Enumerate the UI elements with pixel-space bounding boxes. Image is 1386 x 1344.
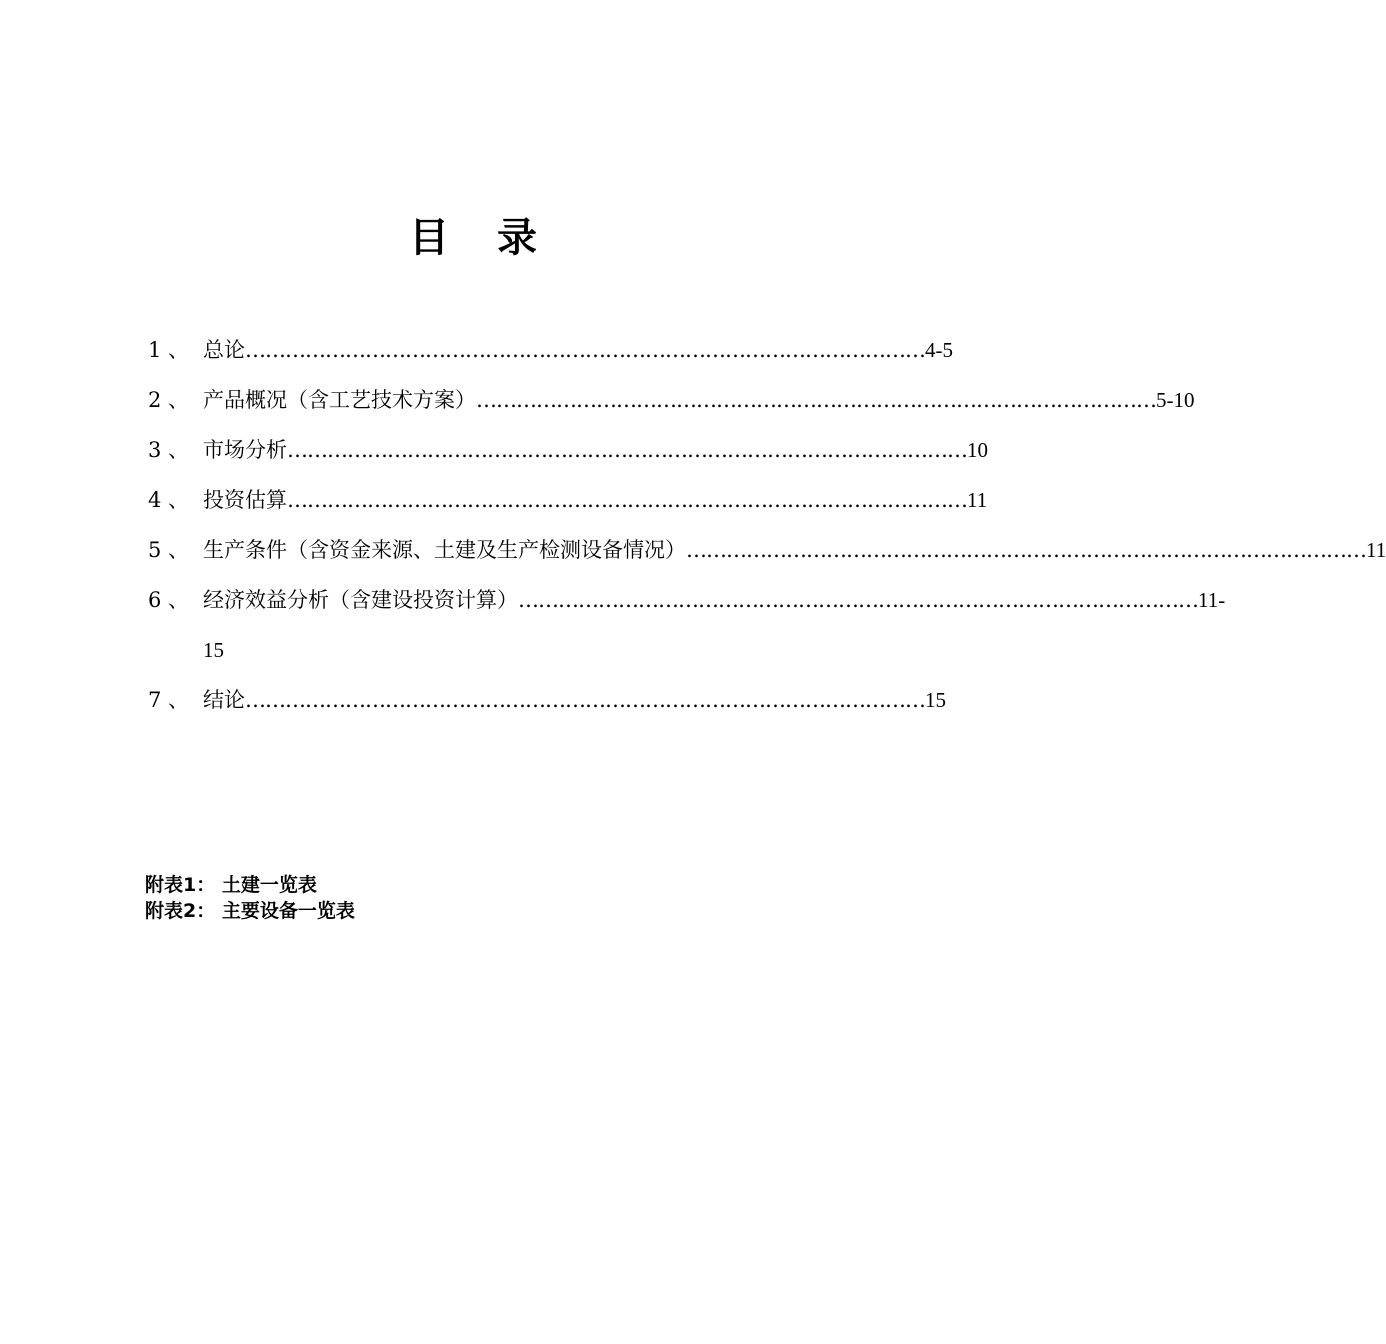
toc-item-1 xyxy=(148,325,953,375)
toc-page-number: 10 xyxy=(967,438,988,462)
table-of-contents xyxy=(148,325,1386,725)
toc-leader-dots: ………………………………………………………………………………………… xyxy=(686,538,1366,562)
toc-leader-dots: ………………………………………………………………………………………… xyxy=(245,338,925,362)
toc-label: 经济效益分析（含建设投资计算） xyxy=(203,588,518,612)
toc-number: 5 、 xyxy=(148,538,190,562)
toc-leader-dots: ………………………………………………………………………………………… xyxy=(476,388,1156,412)
toc-item-6 xyxy=(148,575,1226,625)
appendix-item-1: 附表1： 土建一览表 xyxy=(145,874,317,896)
toc-number: 3 、 xyxy=(148,438,190,462)
toc-leader-dots: ………………………………………………………………………………………… xyxy=(245,688,925,712)
toc-page-number: 15 xyxy=(925,688,946,712)
toc-page-number-continued: 15 xyxy=(203,638,224,662)
toc-page-number: 4-5 xyxy=(925,338,953,362)
appendix-list xyxy=(145,872,355,924)
toc-label: 结论 xyxy=(203,688,245,712)
toc-item-5 xyxy=(148,525,1386,575)
toc-number: 6 、 xyxy=(148,588,190,612)
toc-page-number: 11 xyxy=(967,488,988,512)
toc-number: 7 、 xyxy=(148,688,190,712)
toc-page-number: 5-10 xyxy=(1156,388,1195,412)
toc-item-3 xyxy=(148,425,988,475)
toc-leader-dots: ………………………………………………………………………………………… xyxy=(287,488,967,512)
toc-page-number: 11- xyxy=(1198,588,1226,612)
toc-label: 市场分析 xyxy=(203,438,287,462)
toc-item-2 xyxy=(148,375,1195,425)
toc-leader-dots: ………………………………………………………………………………………… xyxy=(287,438,967,462)
toc-item-7 xyxy=(148,675,946,725)
toc-number: 2 、 xyxy=(148,388,190,412)
toc-leader-dots: ………………………………………………………………………………………… xyxy=(518,588,1198,612)
appendix-item-2: 附表2： 主要设备一览表 xyxy=(145,900,355,922)
page-title: 目 录 xyxy=(409,215,541,261)
toc-label: 投资估算 xyxy=(203,488,287,512)
toc-label: 产品概况（含工艺技术方案） xyxy=(203,388,476,412)
toc-label: 生产条件（含资金来源、土建及生产检测设备情况） xyxy=(203,538,686,562)
toc-number: 4 、 xyxy=(148,488,190,512)
toc-page-number: 11 xyxy=(1366,538,1386,562)
toc-item-4 xyxy=(148,475,988,525)
toc-number: 1 、 xyxy=(148,338,190,362)
toc-label: 总论 xyxy=(203,338,245,362)
